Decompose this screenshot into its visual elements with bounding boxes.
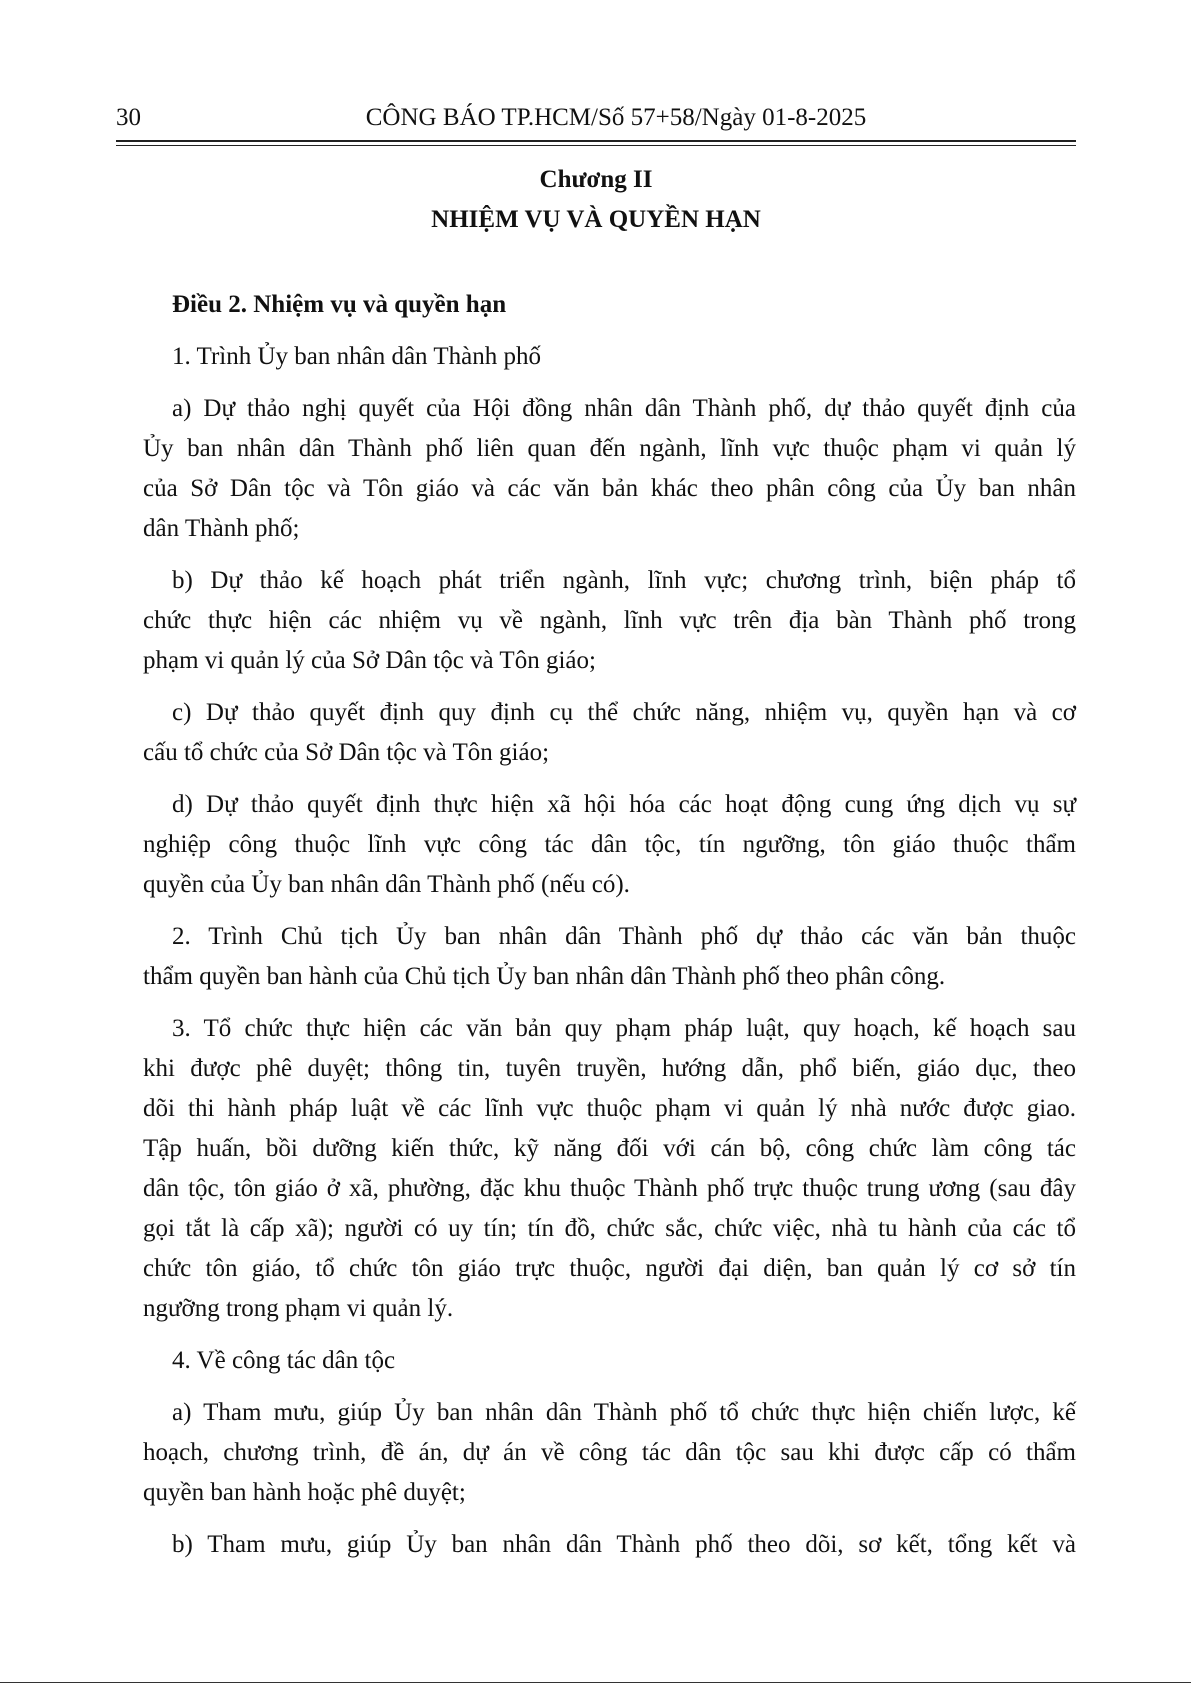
text-line: dân tộc, tôn giáo ở xã, phường, đặc khu thuộc Thành phố trực thuộc trung ương (sau đây: [143, 1175, 1076, 1202]
text-line: Điều 2. Nhiệm vụ và quyền hạn: [172, 291, 507, 318]
text-line: Ủy ban nhân dân Thành phố liên quan đến ngành, lĩnh vực thuộc phạm vi quản lý: [143, 435, 1076, 462]
text-line: 2. Trình Chủ tịch Ủy ban nhân dân Thành phố dự thảo các văn bản thuộc: [172, 923, 1076, 950]
text-line: b) Dự thảo kế hoạch phát triển ngành, lĩnh vực; chương trình, biện pháp tổ: [172, 567, 1076, 594]
header-double-rule: [116, 140, 1076, 146]
text-line: b) Tham mưu, giúp Ủy ban nhân dân Thành phố theo dõi, sơ kết, tổng kết và: [172, 1531, 1076, 1558]
text-line: a) Dự thảo nghị quyết của Hội đồng nhân dân Thành phố, dự thảo quyết định của: [172, 395, 1076, 422]
text-line: cấu tổ chức của Sở Dân tộc và Tôn giáo;: [143, 739, 550, 766]
article-heading: [143, 285, 1076, 325]
text-line: hoạch, chương trình, đề án, dự án về công tác dân tộc sau khi được cấp có thẩm: [143, 1439, 1076, 1466]
text-line: a) Tham mưu, giúp Ủy ban nhân dân Thành phố tổ chức thực hiện chiến lược, kế: [172, 1399, 1076, 1426]
document-body: [143, 285, 1076, 1565]
chapter-number: Chương II: [539, 166, 653, 193]
text-line: của Sở Dân tộc và Tôn giáo và các văn bản khác theo phân công của Ủy ban nhân: [143, 475, 1076, 502]
text-line: d) Dự thảo quyết định thực hiện xã hội hóa các hoạt động cung ứng dịch vụ sự: [172, 791, 1076, 818]
text-line: chức thực hiện các nhiệm vụ về ngành, lĩnh vực trên địa bàn Thành phố trong: [143, 607, 1076, 634]
paragraph: [143, 1393, 1076, 1513]
text-line: c) Dự thảo quyết định quy định cụ thể chức năng, nhiệm vụ, quyền hạn và cơ: [172, 699, 1076, 726]
text-line: quyền ban hành hoặc phê duyệt;: [143, 1479, 466, 1506]
text-line: gọi tắt là cấp xã); người có uy tín; tín đồ, chức sắc, chức việc, nhà tu hành của các tổ: [143, 1215, 1076, 1242]
gazette-header-title: CÔNG BÁO TP.HCM/Số 57+58/Ngày 01-8-2025: [365, 104, 867, 131]
paragraph: [143, 1525, 1076, 1565]
paragraph: [143, 693, 1076, 773]
text-line: 1. Trình Ủy ban nhân dân Thành phố: [172, 343, 541, 370]
text-line: 4. Về công tác dân tộc: [172, 1347, 396, 1374]
paragraph: [143, 1009, 1076, 1329]
text-line: khi được phê duyệt; thông tin, tuyên truyền, hướng dẫn, phổ biến, giáo dục, theo: [143, 1055, 1076, 1082]
text-line: quyền của Ủy ban nhân dân Thành phố (nếu có).: [143, 871, 630, 898]
text-line: nghiệp công thuộc lĩnh vực công tác dân tộc, tín ngưỡng, tôn giáo thuộc thẩm: [143, 831, 1076, 858]
paragraph: [143, 917, 1076, 997]
text-line: dõi thi hành pháp luật về các lĩnh vực thuộc phạm vi quản lý nhà nước được giao.: [143, 1095, 1076, 1122]
paragraph: [143, 561, 1076, 681]
text-line: ngưỡng trong phạm vi quản lý.: [143, 1295, 454, 1322]
paragraph: [143, 389, 1076, 549]
text-line: thẩm quyền ban hành của Chủ tịch Ủy ban nhân dân Thành phố theo phân công.: [143, 963, 946, 990]
text-line: phạm vi quản lý của Sở Dân tộc và Tôn giáo;: [143, 647, 596, 674]
text-line: dân Thành phố;: [143, 515, 300, 542]
paragraph: [143, 337, 1076, 377]
text-line: chức tôn giáo, tổ chức tôn giáo trực thuộc, người đại diện, ban quản lý cơ sở tín: [143, 1255, 1076, 1282]
text-line: 3. Tổ chức thực hiện các văn bản quy phạm pháp luật, quy hoạch, kế hoạch sau: [172, 1015, 1076, 1042]
page-bottom-edge: [0, 1682, 1191, 1683]
chapter-title: NHIỆM VỤ VÀ QUYỀN HẠN: [431, 206, 761, 233]
paragraph: [143, 1341, 1076, 1381]
paragraph: [143, 785, 1076, 905]
page-number: 30: [116, 104, 141, 131]
text-line: Tập huấn, bồi dưỡng kiến thức, kỹ năng đối với cán bộ, công chức làm công tác: [143, 1135, 1076, 1162]
